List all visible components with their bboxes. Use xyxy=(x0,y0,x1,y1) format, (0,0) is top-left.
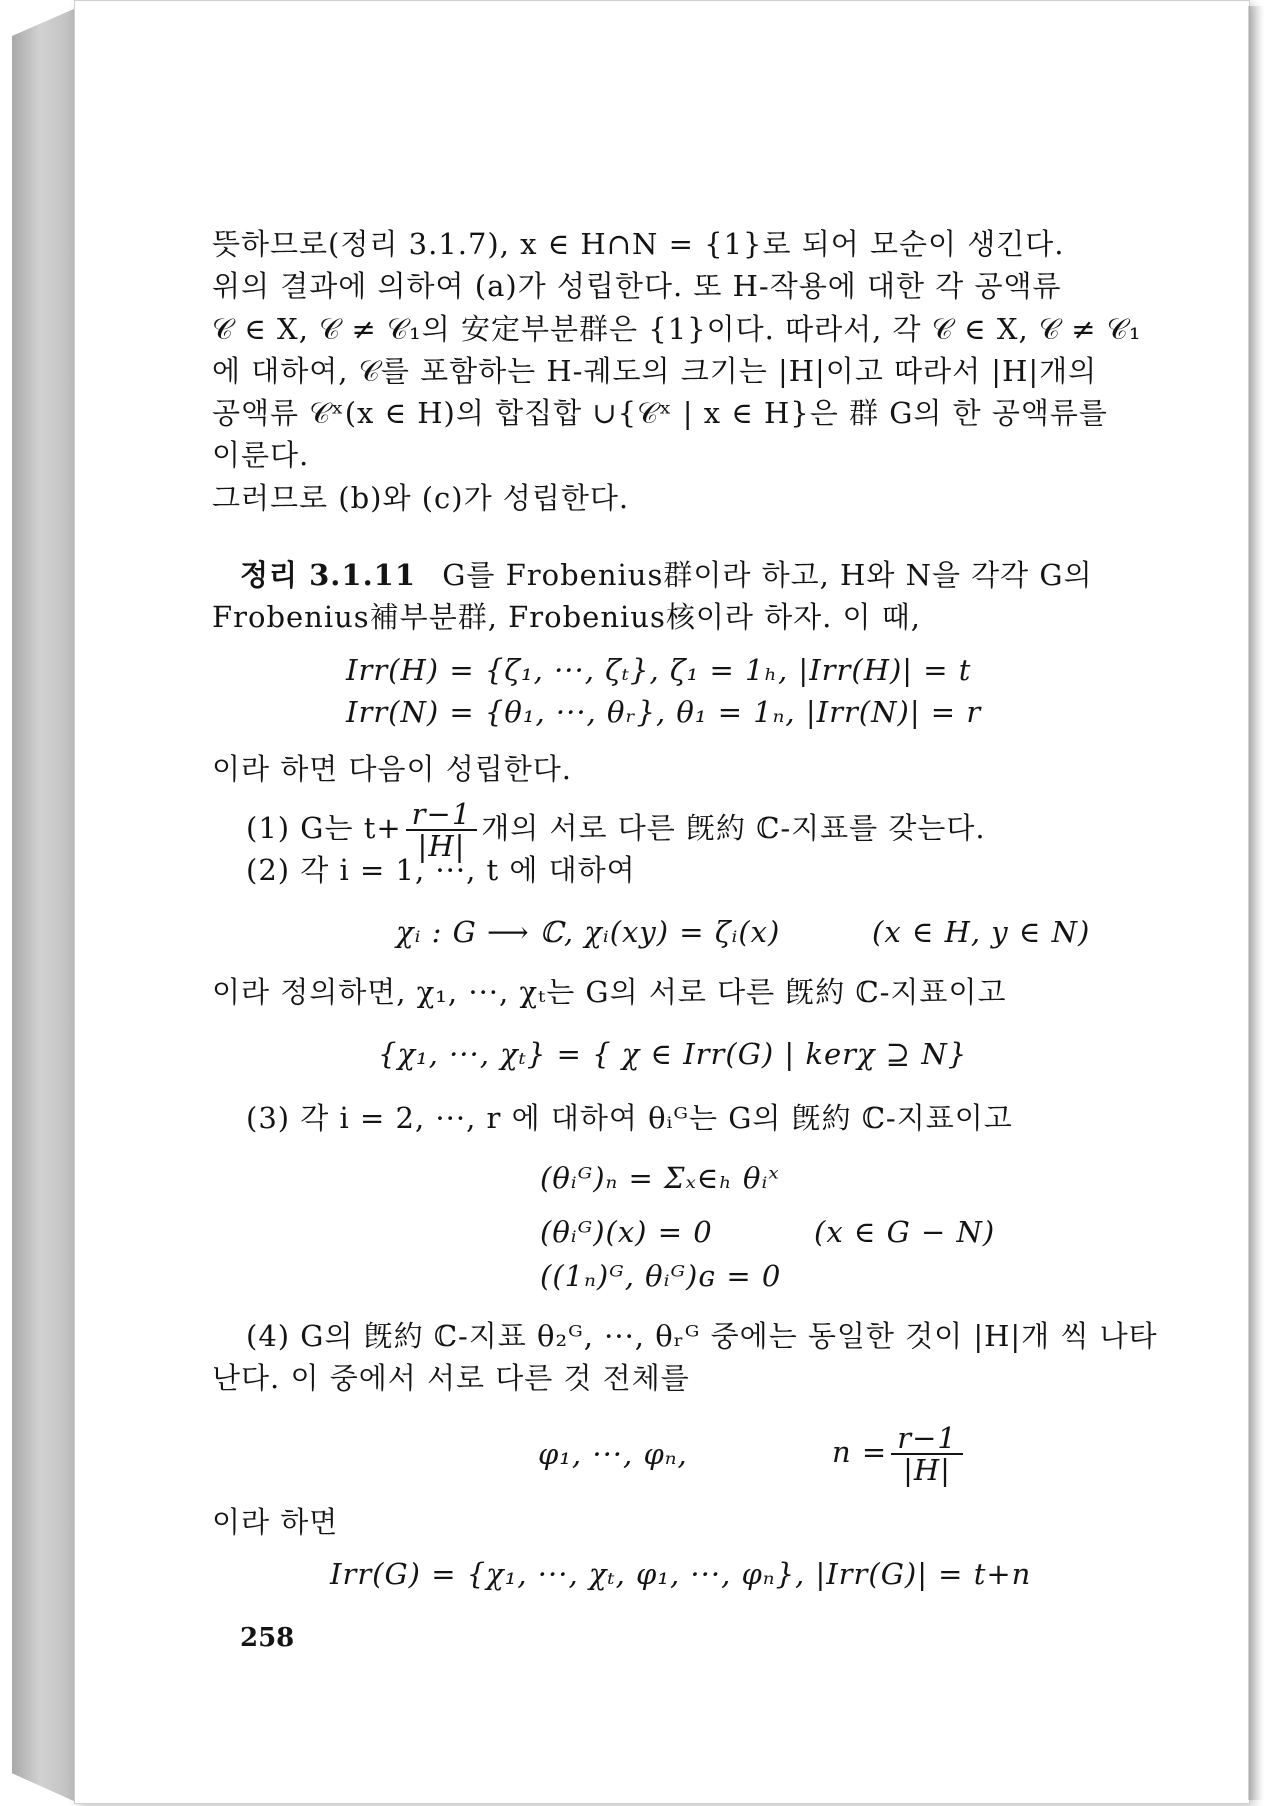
item-1-pre: (1) G는 t+ xyxy=(246,811,402,845)
induced-restriction-formula: (θᵢᴳ)ₙ = Σₓ∈ₕ θᵢˣ xyxy=(540,1161,780,1195)
book-spine xyxy=(12,8,76,1802)
n-definition xyxy=(832,1420,967,1485)
text-line: 이룬다. xyxy=(212,438,310,472)
fraction-numerator: r−1 xyxy=(406,799,478,831)
fraction-denominator: |H| xyxy=(417,829,466,863)
irr-g-formula: Irr(G) = {χ₁, ···, χₜ, φ₁, ···, φₙ}, |Irr(G)| = t+n xyxy=(330,1557,1032,1591)
induced-zero-formula: (θᵢᴳ)(x) = 0 xyxy=(540,1215,713,1249)
irr-h-formula: Irr(H) = {ζ₁, ···, ζₜ}, ζ₁ = 1ₕ, |Irr(H)| = t xyxy=(346,653,972,687)
text-line: 𝒞 ∈ X, 𝒞 ≠ 𝒞₁의 安定부분群은 {1}이다. 따라서, 각 𝒞 ∈ X, 𝒞 ≠ 𝒞₁ xyxy=(212,312,1142,346)
text-line: 에 대하여, 𝒞를 포함하는 H-궤도의 크기는 |H|이고 따라서 |H|개의 xyxy=(212,354,1098,388)
text-line: 위의 결과에 의하여 (a)가 성립한다. 또 H-작용에 대한 각 공액류 xyxy=(212,269,1062,303)
page-number: 258 xyxy=(240,1623,295,1653)
fraction-denominator: |H| xyxy=(903,1453,951,1487)
fraction xyxy=(891,1423,963,1485)
item-4-line-2: 난다. 이 중에서 서로 다른 것 전체를 xyxy=(212,1361,690,1395)
chi-definition: χᵢ : G ⟶ ℂ, χᵢ(xy) = ζᵢ(x) xyxy=(396,915,781,949)
text-line: 이라 정의하면, χ₁, ···, χₜ는 G의 서로 다른 旣約 ℂ-지표이고 xyxy=(212,975,1007,1009)
chi-set-formula: {χ₁, ···, χₜ} = { χ ∈ Irr(G) | kerχ ⊇ N} xyxy=(378,1037,968,1071)
text-line: 이라 하면 다음이 성립한다. xyxy=(212,752,573,786)
theorem-line-2: Frobenius補부분群, Frobenius核이라 하자. 이 때, xyxy=(212,600,922,634)
theorem-title: 정리 3.1.11 xyxy=(240,558,417,592)
text-line: 공액류 𝒞ˣ(x ∈ H)의 합집합 ∪{𝒞ˣ | x ∈ H}은 群 G의 한 공액류를 xyxy=(212,396,1108,430)
item-4-line-1: (4) G의 旣約 ℂ-지표 θ₂ᴳ, ···, θᵣᴳ 중에는 동일한 것이 |H|개 씩 나타 xyxy=(246,1319,1158,1353)
item-3-line: (3) 각 i = 2, ···, r 에 대하여 θᵢᴳ는 G의 旣約 ℂ-지표이고 xyxy=(246,1101,1013,1135)
inner-product-formula: ((1ₙ)ᴳ, θᵢᴳ)ɢ = 0 xyxy=(540,1259,782,1293)
text-line: 이라 하면 xyxy=(212,1505,339,1539)
theorem-line-1: G를 Frobenius群이라 하고, H와 N을 각각 G의 xyxy=(442,558,1093,592)
n-lhs: n = xyxy=(832,1435,888,1469)
text-line: 그러므로 (b)와 (c)가 성립한다. xyxy=(212,481,630,515)
fraction-numerator: r−1 xyxy=(891,1423,963,1455)
irr-n-formula: Irr(N) = {θ₁, ···, θᵣ}, θ₁ = 1ₙ, |Irr(N)| = r xyxy=(346,695,982,729)
text-line: 뜻하므로(정리 3.1.7), x ∈ H∩N = {1}로 되어 모순이 생긴다. xyxy=(212,227,1065,261)
chi-condition: (x ∈ H, y ∈ N) xyxy=(872,915,1091,949)
item-1-post: 개의 서로 다른 旣約 ℂ-지표를 갖는다. xyxy=(481,811,986,845)
phi-list: φ₁, ···, φₙ, xyxy=(538,1437,688,1471)
theorem-heading xyxy=(240,557,1093,593)
item-2-line: (2) 각 i = 1, ···, t 에 대하여 xyxy=(246,853,636,887)
page-shadow xyxy=(1248,6,1264,1800)
induced-zero-condition: (x ∈ G − N) xyxy=(814,1215,996,1249)
